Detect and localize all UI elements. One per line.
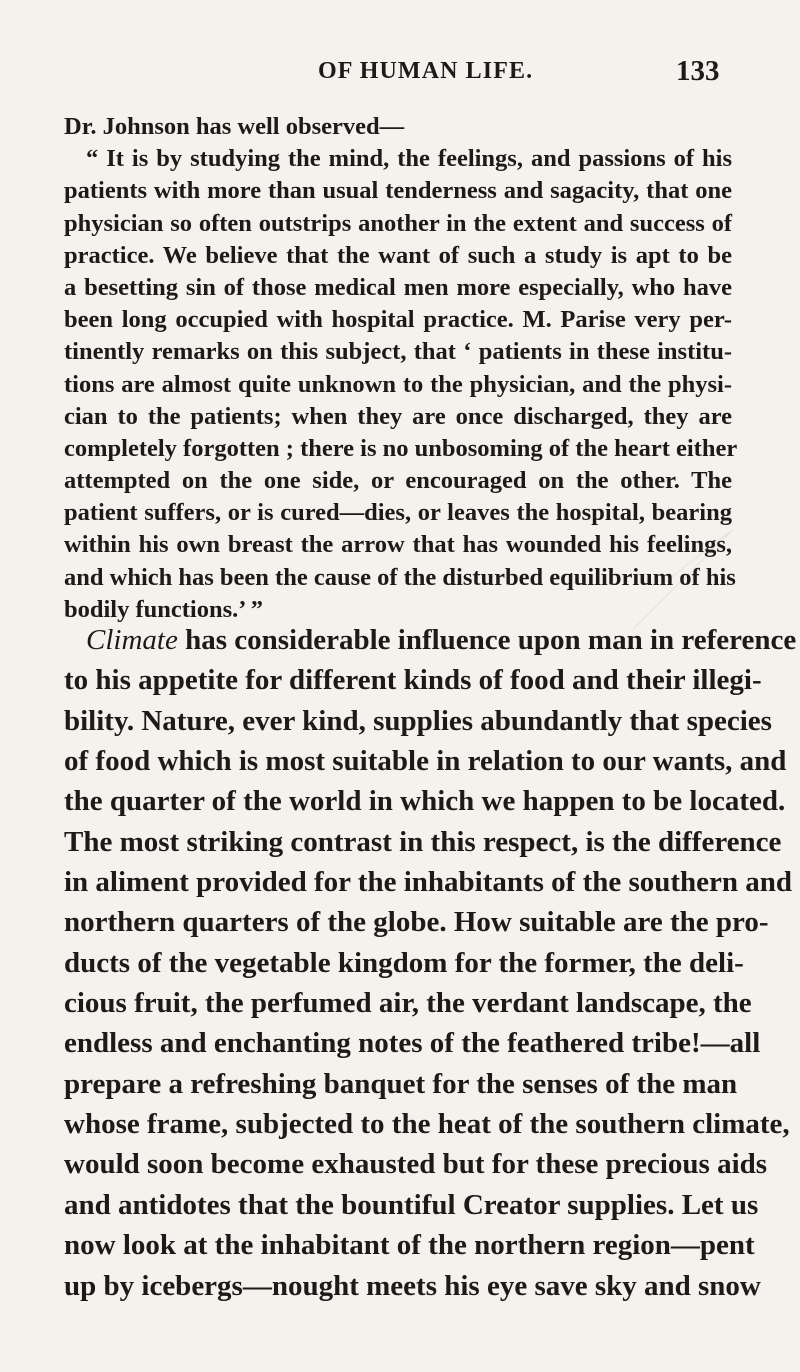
- quote-line: cian to the patients; when they are once discharged, they are: [64, 402, 732, 430]
- paragraph-line: the quarter of the world in which we happen to be located.: [64, 785, 786, 818]
- paragraph-line: northern quarters of the globe. How suitable are the pro-: [64, 906, 769, 939]
- quote-line: patient suffers, or is cured—dies, or leaves the hospital, bearing: [64, 499, 732, 527]
- quote-line: completely forgotten ; there is no unbosoming of the heart either: [64, 434, 738, 462]
- paragraph-line: now look at the inhabitant of the northern region—pent: [64, 1229, 755, 1262]
- running-head: OF HUMAN LIFE.: [318, 58, 534, 84]
- quote-line: tions are almost quite unknown to the physician, and the physi-: [64, 370, 732, 398]
- page-number: 133: [676, 55, 720, 87]
- quote-line: a besetting sin of those medical men more especially, who have: [64, 273, 732, 301]
- quote-line: within his own breast the arrow that has wounded his feelings,: [64, 531, 732, 559]
- quote-line: patients with more than usual tenderness and sagacity, that one: [64, 177, 732, 205]
- paragraph-line: in aliment provided for the inhabitants of the southern and: [64, 866, 793, 899]
- climate-paragraph: [64, 620, 797, 1306]
- johnson-quotation: [64, 111, 738, 626]
- opening-line: Dr. Johnson has well observed—: [64, 113, 405, 140]
- quote-line: attempted on the one side, or encouraged on the other. The: [64, 467, 732, 495]
- paragraph-line: up by icebergs—nought meets his eye save sky and snow: [64, 1269, 761, 1302]
- paragraph-line: whose frame, subjected to the heat of the southern climate,: [64, 1108, 790, 1141]
- paragraph-line: and antidotes that the bountiful Creator supplies. Let us: [64, 1188, 759, 1221]
- quote-line: physician so often outstrips another in the extent and success of: [64, 209, 732, 237]
- paragraph-line: of food which is most suitable in relation to our wants, and: [64, 745, 787, 778]
- paragraph-line: ducts of the vegetable kingdom for the former, the deli-: [64, 946, 744, 979]
- quote-line: tinently remarks on this subject, that ‘ patients in these institu-: [64, 338, 732, 366]
- paragraph-line: cious fruit, the perfumed air, the verdant landscape, the: [64, 987, 752, 1020]
- paragraph-line: would soon become exhausted but for these precious aids: [64, 1148, 768, 1181]
- quote-line: been long occupied with hospital practice. M. Parise very per-: [64, 306, 732, 334]
- climate-term: Climate: [86, 624, 178, 656]
- paragraph-line: to his appetite for different kinds of food and their illegi-: [64, 664, 762, 697]
- paragraph-line: The most striking contrast in this respect, is the difference: [64, 825, 782, 858]
- climate-line-continuation: has considerable influence upon man in reference: [177, 624, 797, 656]
- paragraph-line: bility. Nature, ever kind, supplies abundantly that species: [64, 704, 772, 737]
- paragraph-line: endless and enchanting notes of the feathered tribe!—all: [64, 1027, 761, 1060]
- paragraph-line: [64, 620, 797, 660]
- paragraph-line: prepare a refreshing banquet for the senses of the man: [64, 1067, 738, 1100]
- quote-line: practice. We believe that the want of such a study is apt to be: [64, 241, 732, 269]
- quote-line: and which has been the cause of the disturbed equilibrium of his: [64, 563, 736, 591]
- quote-line: “ It is by studying the mind, the feelings, and passions of his: [86, 145, 732, 173]
- quote-line: bodily functions.’ ”: [64, 595, 263, 623]
